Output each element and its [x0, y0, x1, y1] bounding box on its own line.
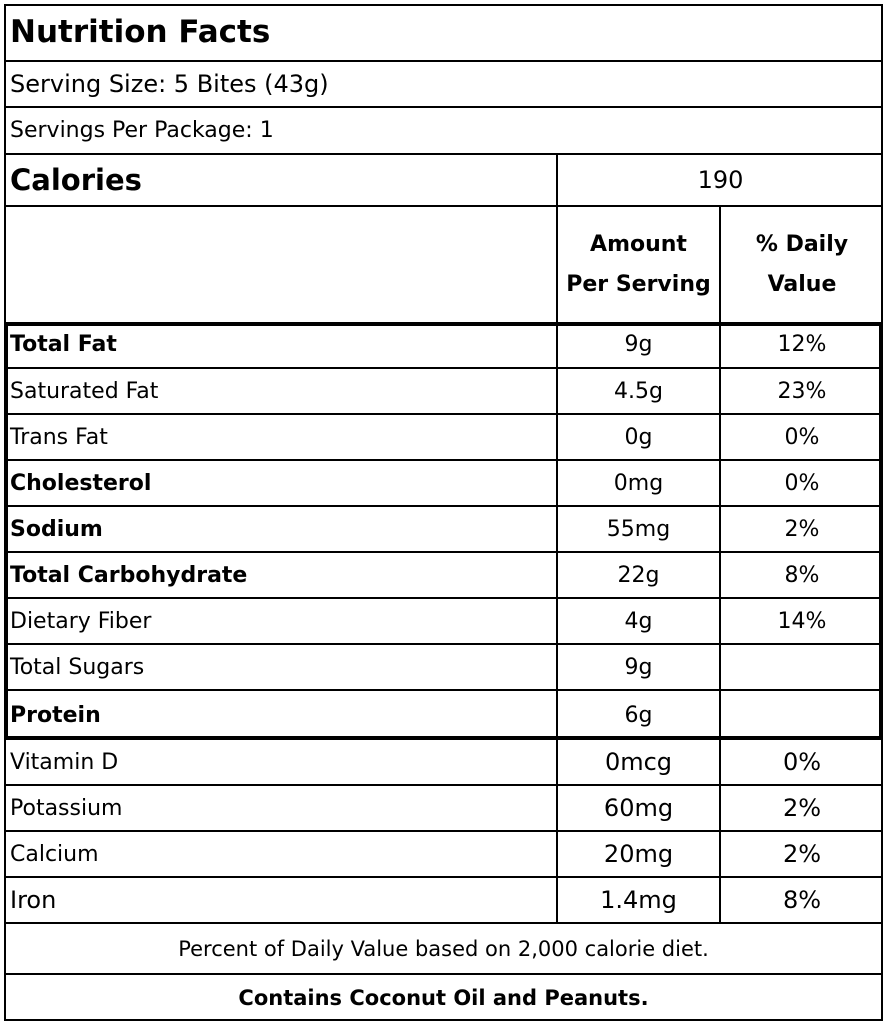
label-title: Nutrition Facts [10, 14, 271, 50]
allergen-statement: Contains Coconut Oil and Peanuts. [238, 986, 649, 1010]
nutrient-row-total-carbohydrate [4, 553, 883, 599]
nutrient-name: Dietary Fiber [10, 608, 152, 634]
vitamin-name: Iron [10, 886, 57, 914]
nutrient-amount: 0g [556, 415, 719, 459]
dv-header-line2: Value [767, 271, 837, 297]
calories-value: 190 [556, 155, 883, 205]
contains-row [4, 975, 883, 1021]
vitamin-row-calcium [4, 832, 883, 878]
nutrient-name: Total Fat [10, 332, 117, 357]
serving-size: Serving Size: 5 Bites (43g) [10, 70, 329, 98]
nutrient-amount: 4g [556, 599, 719, 643]
amount-header-line2: Per Serving [566, 271, 711, 297]
calories-label: Calories [10, 163, 142, 197]
vitamin-dv: 2% [719, 832, 883, 876]
nutrient-row-cholesterol [4, 461, 883, 507]
amount-per-serving-header [556, 207, 719, 322]
nutrient-dv: 14% [719, 599, 883, 643]
vitamin-dv: 0% [719, 740, 883, 784]
nutrient-amount: 55mg [556, 507, 719, 551]
nutrient-name: Cholesterol [10, 470, 152, 496]
vitamin-dv: 2% [719, 786, 883, 830]
nutrient-amount: 0mg [556, 461, 719, 505]
nutrient-name: Total Sugars [10, 654, 145, 680]
nutrient-name: Total Carbohydrate [10, 562, 248, 588]
vitamin-amount: 20mg [556, 832, 719, 876]
daily-value-footnote: Percent of Daily Value based on 2,000 calorie diet. [178, 936, 709, 961]
calories-row [4, 155, 883, 207]
serving-size-row [4, 62, 883, 108]
nutrient-name: Sodium [10, 516, 103, 542]
nutrient-dv [719, 691, 883, 740]
nutrient-name: Protein [10, 703, 101, 728]
nutrient-amount: 22g [556, 553, 719, 597]
nutrient-dv: 8% [719, 553, 883, 597]
nutrient-amount: 4.5g [556, 369, 719, 413]
vitamin-name: Potassium [10, 795, 123, 821]
title-row [4, 4, 883, 62]
nutrient-row-sodium [4, 507, 883, 553]
nutrient-name: Saturated Fat [10, 378, 159, 404]
servings-per-package-row [4, 108, 883, 155]
nutrient-dv: 12% [719, 322, 883, 367]
nutrient-amount: 9g [556, 322, 719, 367]
vitamin-row-iron [4, 878, 883, 924]
dv-header-line1: % Daily [755, 231, 849, 257]
nutrient-row-total-sugars [4, 645, 883, 691]
vitamin-amount: 60mg [556, 786, 719, 830]
vitamin-row-potassium [4, 786, 883, 832]
vitamin-dv: 8% [719, 878, 883, 922]
footnote-row [4, 924, 883, 975]
nutrient-dv: 2% [719, 507, 883, 551]
nutrient-dv: 0% [719, 461, 883, 505]
nutrient-amount: 6g [556, 691, 719, 740]
vitamin-name: Calcium [10, 841, 99, 867]
vitamin-amount: 0mcg [556, 740, 719, 784]
nutrient-name: Trans Fat [10, 424, 108, 450]
nutrient-row-protein [4, 691, 883, 740]
daily-value-header [719, 207, 883, 322]
nutrient-row-total-fat [4, 322, 883, 369]
nutrient-dv [719, 645, 883, 689]
vitamin-name: Vitamin D [10, 749, 119, 775]
column-header-row [4, 207, 883, 322]
nutrient-dv: 23% [719, 369, 883, 413]
amount-header-line1: Amount [590, 231, 687, 257]
nutrient-dv: 0% [719, 415, 883, 459]
nutrient-row-trans-fat [4, 415, 883, 461]
header-spacer [4, 207, 556, 322]
nutrition-facts-label [4, 4, 883, 1021]
vitamin-amount: 1.4mg [556, 878, 719, 922]
nutrient-row-saturated-fat [4, 369, 883, 415]
nutrient-row-dietary-fiber [4, 599, 883, 645]
nutrient-amount: 9g [556, 645, 719, 689]
servings-per-package: Servings Per Package: 1 [10, 118, 274, 143]
vitamin-row-vitamin-d [4, 740, 883, 786]
